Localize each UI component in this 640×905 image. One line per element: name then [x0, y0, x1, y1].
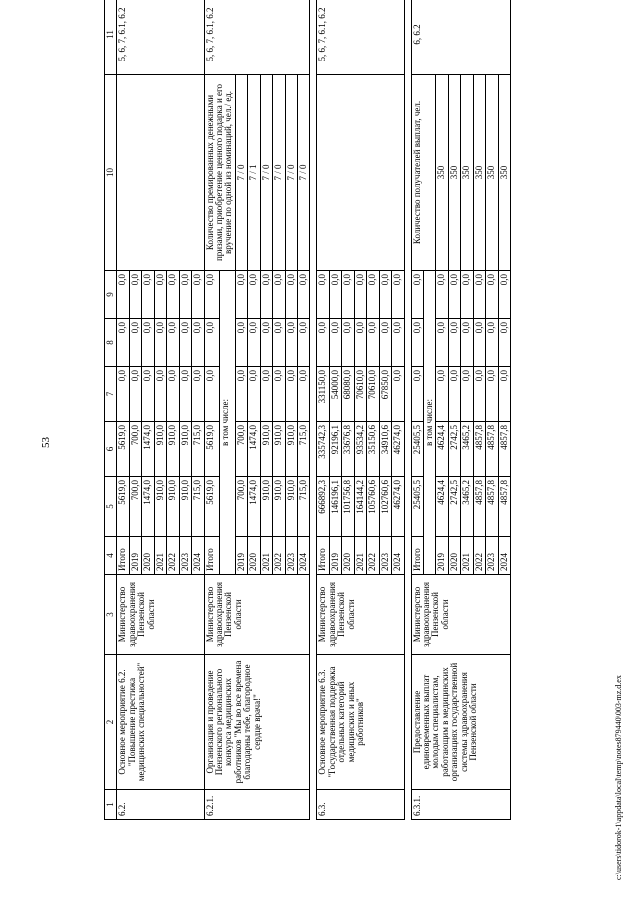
- local-budget-cell: 0,0: [473, 319, 485, 367]
- related-goals: 5, 6, 7, 6.1, 6.2: [117, 0, 204, 75]
- total-amount-cell: 910,0: [154, 477, 166, 537]
- regional-budget-cell: 5619,0: [204, 422, 220, 477]
- subtitle-in-that-number: в том числе:: [423, 271, 435, 575]
- regional-budget-cell: 92196,1: [329, 422, 341, 477]
- federal-budget-cell: 54000,0: [329, 367, 341, 422]
- executor-name: Министерство здравоохранения Пензенской области: [317, 575, 404, 655]
- column-header-4: 4: [105, 537, 117, 575]
- other-sources-cell: 0,0: [473, 271, 485, 319]
- total-amount-cell: 700,0: [129, 477, 141, 537]
- program-table: [104, 0, 511, 820]
- year-cell: 2019: [129, 537, 141, 575]
- other-sources-cell: 0,0: [285, 271, 297, 319]
- total-amount-cell: 4857,8: [498, 477, 510, 537]
- local-budget-cell: 0,0: [392, 319, 404, 367]
- total-amount-cell: 4857,8: [486, 477, 498, 537]
- total-amount-cell: 25405,5: [411, 477, 423, 537]
- other-sources-cell: 0,0: [179, 271, 191, 319]
- other-sources-cell: 0,0: [248, 271, 260, 319]
- federal-budget-cell: 0,0: [473, 367, 485, 422]
- total-amount-cell: 666892,3: [317, 477, 329, 537]
- other-sources-cell: 0,0: [167, 271, 179, 319]
- federal-budget-cell: 70610,0: [367, 367, 379, 422]
- year-cell: 2019: [436, 537, 448, 575]
- indicator-value: 7 / 0: [298, 75, 310, 271]
- indicator-value: 7 / 0: [260, 75, 272, 271]
- other-sources-cell: 0,0: [260, 271, 272, 319]
- regional-budget-cell: 93534,2: [354, 422, 366, 477]
- federal-budget-cell: 0,0: [436, 367, 448, 422]
- executor-name: Министерство здравоохранения Пензенской области: [411, 575, 511, 655]
- regional-budget-cell: 35150,6: [367, 422, 379, 477]
- total-amount-cell: 101756,8: [342, 477, 354, 537]
- column-header-1: 1: [105, 790, 117, 820]
- federal-budget-cell: 0,0: [260, 367, 272, 422]
- regional-budget-cell: 1474,0: [142, 422, 154, 477]
- local-budget-cell: 0,0: [129, 319, 141, 367]
- total-amount-cell: 715,0: [298, 477, 310, 537]
- other-sources-cell: 0,0: [354, 271, 366, 319]
- federal-budget-cell: 0,0: [154, 367, 166, 422]
- other-sources-cell: 0,0: [411, 271, 423, 319]
- regional-budget-cell: 715,0: [192, 422, 204, 477]
- regional-budget-cell: 910,0: [154, 422, 166, 477]
- local-budget-cell: 0,0: [298, 319, 310, 367]
- local-budget-cell: 0,0: [342, 319, 354, 367]
- rotated-table-container: [104, 7, 584, 820]
- local-budget-cell: 0,0: [486, 319, 498, 367]
- other-sources-cell: 0,0: [392, 271, 404, 319]
- indicator-value: 7 / 0: [285, 75, 297, 271]
- local-budget-cell: 0,0: [285, 319, 297, 367]
- total-amount-cell: 910,0: [285, 477, 297, 537]
- local-budget-cell: 0,0: [235, 319, 247, 367]
- indicator-name: Количество премированных денежными призами, приобретение ценного подарка и его вручение по одной из номинаций, чел./ ед.: [204, 75, 235, 271]
- federal-budget-cell: 0,0: [235, 367, 247, 422]
- other-sources-cell: 0,0: [379, 271, 391, 319]
- federal-budget-cell: 0,0: [167, 367, 179, 422]
- year-cell: 2022: [167, 537, 179, 575]
- year-cell: 2023: [285, 537, 297, 575]
- indicator-value: 350: [448, 75, 460, 271]
- table-row: [317, 0, 329, 820]
- other-sources-cell: 0,0: [436, 271, 448, 319]
- total-amount-cell: 4624,4: [436, 477, 448, 537]
- total-amount-cell: 46274,0: [392, 477, 404, 537]
- local-budget-cell: 0,0: [329, 319, 341, 367]
- year-cell: 2021: [154, 537, 166, 575]
- regional-budget-cell: 4857,8: [498, 422, 510, 477]
- total-amount-cell: 102760,6: [379, 477, 391, 537]
- other-sources-cell: 0,0: [117, 271, 129, 319]
- other-sources-cell: 0,0: [235, 271, 247, 319]
- year-cell: 2024: [192, 537, 204, 575]
- footer-file-path: c:\users\tidorok-1\appdata\local\temp\notes879440\003-mz.d.ex: [614, 675, 623, 880]
- regional-budget-cell: 910,0: [273, 422, 285, 477]
- local-budget-cell: 0,0: [179, 319, 191, 367]
- federal-budget-cell: 0,0: [117, 367, 129, 422]
- related-goals: 5, 6, 7, 6.1, 6.2: [317, 0, 404, 75]
- federal-budget-cell: 0,0: [142, 367, 154, 422]
- federal-budget-cell: 68080,0: [342, 367, 354, 422]
- federal-budget-cell: 0,0: [448, 367, 460, 422]
- other-sources-cell: 0,0: [298, 271, 310, 319]
- total-amount-cell: 910,0: [179, 477, 191, 537]
- regional-budget-cell: 335742,3: [317, 422, 329, 477]
- federal-budget-cell: 70610,0: [354, 367, 366, 422]
- local-budget-cell: 0,0: [142, 319, 154, 367]
- regional-budget-cell: 700,0: [129, 422, 141, 477]
- year-cell: 2020: [342, 537, 354, 575]
- total-amount-cell: 4857,8: [473, 477, 485, 537]
- local-budget-cell: 0,0: [498, 319, 510, 367]
- year-cell: Итого: [204, 537, 220, 575]
- federal-budget-cell: 0,0: [461, 367, 473, 422]
- header-row: [105, 0, 117, 820]
- total-amount-cell: 1474,0: [142, 477, 154, 537]
- executor-name: Министерство здравоохранения Пензенской области: [204, 575, 310, 655]
- regional-budget-cell: 33676,8: [342, 422, 354, 477]
- year-cell: Итого: [411, 537, 423, 575]
- federal-budget-cell: 331150,0: [317, 367, 329, 422]
- federal-budget-cell: 0,0: [392, 367, 404, 422]
- other-sources-cell: 0,0: [192, 271, 204, 319]
- local-budget-cell: 0,0: [461, 319, 473, 367]
- activity-name: Предоставление единовременных выплат молодым специалистам, работающим в медицинских организациях государственной системы здравоохранения Пензенской области: [411, 655, 511, 790]
- federal-budget-cell: 0,0: [179, 367, 191, 422]
- regional-budget-cell: 4857,8: [486, 422, 498, 477]
- local-budget-cell: 0,0: [411, 319, 423, 367]
- indicator-value: 7 / 1: [248, 75, 260, 271]
- local-budget-cell: 0,0: [448, 319, 460, 367]
- local-budget-cell: 0,0: [192, 319, 204, 367]
- year-cell: 2020: [142, 537, 154, 575]
- regional-budget-cell: 2742,5: [448, 422, 460, 477]
- local-budget-cell: 0,0: [273, 319, 285, 367]
- table-body: [117, 0, 511, 820]
- page-number: 53: [40, 437, 52, 448]
- total-amount-cell: 146196,1: [329, 477, 341, 537]
- regional-budget-cell: 1474,0: [248, 422, 260, 477]
- local-budget-cell: 0,0: [367, 319, 379, 367]
- federal-budget-cell: 0,0: [498, 367, 510, 422]
- indicator-empty: [317, 75, 404, 271]
- indicator-value: 350: [473, 75, 485, 271]
- local-budget-cell: 0,0: [354, 319, 366, 367]
- federal-budget-cell: 0,0: [129, 367, 141, 422]
- column-header-10: 10: [105, 75, 117, 271]
- year-cell: 2019: [235, 537, 247, 575]
- block-separator: [404, 0, 411, 820]
- local-budget-cell: 0,0: [379, 319, 391, 367]
- column-header-3: 3: [105, 575, 117, 655]
- other-sources-cell: 0,0: [448, 271, 460, 319]
- total-amount-cell: 715,0: [192, 477, 204, 537]
- regional-budget-cell: 910,0: [285, 422, 297, 477]
- local-budget-cell: 0,0: [248, 319, 260, 367]
- total-amount-cell: 5619,0: [204, 477, 220, 537]
- year-cell: 2024: [498, 537, 510, 575]
- regional-budget-cell: 4857,8: [473, 422, 485, 477]
- total-amount-cell: 1474,0: [248, 477, 260, 537]
- other-sources-cell: 0,0: [498, 271, 510, 319]
- total-amount-cell: 700,0: [235, 477, 247, 537]
- other-sources-cell: 0,0: [142, 271, 154, 319]
- local-budget-cell: 0,0: [154, 319, 166, 367]
- row-code: 6.3.: [317, 790, 404, 820]
- column-header-6: 6: [105, 422, 117, 477]
- local-budget-cell: 0,0: [204, 319, 220, 367]
- regional-budget-cell: 25405,5: [411, 422, 423, 477]
- column-header-7: 7: [105, 367, 117, 422]
- total-amount-cell: 2742,5: [448, 477, 460, 537]
- year-cell: 2023: [379, 537, 391, 575]
- year-cell: 2020: [448, 537, 460, 575]
- activity-name: Основное мероприятие 6.3. "Государственная поддержка отдельных категорий медицинских и иных работников": [317, 655, 404, 790]
- column-header-8: 8: [105, 319, 117, 367]
- column-header-5: 5: [105, 477, 117, 537]
- year-cell: 2022: [473, 537, 485, 575]
- other-sources-cell: 0,0: [204, 271, 220, 319]
- other-sources-cell: 0,0: [342, 271, 354, 319]
- federal-budget-cell: 0,0: [298, 367, 310, 422]
- regional-budget-cell: 910,0: [260, 422, 272, 477]
- local-budget-cell: 0,0: [117, 319, 129, 367]
- regional-budget-cell: 910,0: [167, 422, 179, 477]
- block-separator: [310, 0, 317, 820]
- other-sources-cell: 0,0: [273, 271, 285, 319]
- indicator-value: 350: [486, 75, 498, 271]
- year-cell: Итого: [117, 537, 129, 575]
- table-row: [411, 0, 423, 820]
- year-cell: 2024: [298, 537, 310, 575]
- year-cell: Итого: [317, 537, 329, 575]
- other-sources-cell: 0,0: [129, 271, 141, 319]
- total-amount-cell: 105760,6: [367, 477, 379, 537]
- total-amount-cell: 5619,0: [117, 477, 129, 537]
- regional-budget-cell: 34910,6: [379, 422, 391, 477]
- column-header-11: 11: [105, 0, 117, 75]
- total-amount-cell: 3465,2: [461, 477, 473, 537]
- year-cell: 2021: [260, 537, 272, 575]
- federal-budget-cell: 0,0: [285, 367, 297, 422]
- local-budget-cell: 0,0: [260, 319, 272, 367]
- indicator-name: Количество получателей выплат, чел.: [411, 75, 436, 271]
- regional-budget-cell: 700,0: [235, 422, 247, 477]
- federal-budget-cell: 0,0: [411, 367, 423, 422]
- total-amount-cell: 164144,2: [354, 477, 366, 537]
- local-budget-cell: 0,0: [436, 319, 448, 367]
- other-sources-cell: 0,0: [154, 271, 166, 319]
- other-sources-cell: 0,0: [367, 271, 379, 319]
- row-code: 6.3.1.: [411, 790, 511, 820]
- indicator-value: 7 / 0: [273, 75, 285, 271]
- year-cell: 2024: [392, 537, 404, 575]
- row-code: 6.2.: [117, 790, 204, 820]
- indicator-value: 350: [436, 75, 448, 271]
- indicator-value: 7 / 0: [235, 75, 247, 271]
- regional-budget-cell: 910,0: [179, 422, 191, 477]
- federal-budget-cell: 0,0: [204, 367, 220, 422]
- federal-budget-cell: 0,0: [273, 367, 285, 422]
- total-amount-cell: 910,0: [260, 477, 272, 537]
- federal-budget-cell: 0,0: [248, 367, 260, 422]
- local-budget-cell: 0,0: [317, 319, 329, 367]
- year-cell: 2021: [354, 537, 366, 575]
- other-sources-cell: 0,0: [461, 271, 473, 319]
- year-cell: 2023: [486, 537, 498, 575]
- indicator-value: 350: [498, 75, 510, 271]
- year-cell: 2022: [273, 537, 285, 575]
- local-budget-cell: 0,0: [167, 319, 179, 367]
- regional-budget-cell: 3465,2: [461, 422, 473, 477]
- year-cell: 2021: [461, 537, 473, 575]
- column-header-2: 2: [105, 655, 117, 790]
- year-cell: 2022: [367, 537, 379, 575]
- regional-budget-cell: 715,0: [298, 422, 310, 477]
- column-header-9: 9: [105, 271, 117, 319]
- year-cell: 2023: [179, 537, 191, 575]
- federal-budget-cell: 67850,0: [379, 367, 391, 422]
- subtitle-in-that-number: в том числе:: [220, 271, 236, 575]
- indicator-empty: [117, 75, 204, 271]
- federal-budget-cell: 0,0: [486, 367, 498, 422]
- related-goals: 5, 6, 7, 6.1, 6.2: [204, 0, 310, 75]
- row-code: 6.2.1.: [204, 790, 310, 820]
- total-amount-cell: 910,0: [273, 477, 285, 537]
- related-goals: 6, 6.2: [411, 0, 511, 75]
- regional-budget-cell: 4624,4: [436, 422, 448, 477]
- table-row: [117, 0, 129, 820]
- activity-name: Организация и проведение Пензенского регионального конкурса медицинских работников "Мы во все времена благодарны тебе, благородное сердце врача!": [204, 655, 310, 790]
- executor-name: Министерство здравоохранения Пензенской области: [117, 575, 204, 655]
- table-row: [204, 0, 220, 820]
- other-sources-cell: 0,0: [329, 271, 341, 319]
- indicator-value: 350: [461, 75, 473, 271]
- regional-budget-cell: 5619,0: [117, 422, 129, 477]
- other-sources-cell: 0,0: [486, 271, 498, 319]
- activity-name: Основное мероприятие 6.2. "Повышение престижа медицинских специальностей": [117, 655, 204, 790]
- total-amount-cell: 910,0: [167, 477, 179, 537]
- year-cell: 2020: [248, 537, 260, 575]
- regional-budget-cell: 46274,0: [392, 422, 404, 477]
- year-cell: 2019: [329, 537, 341, 575]
- federal-budget-cell: 0,0: [192, 367, 204, 422]
- other-sources-cell: 0,0: [317, 271, 329, 319]
